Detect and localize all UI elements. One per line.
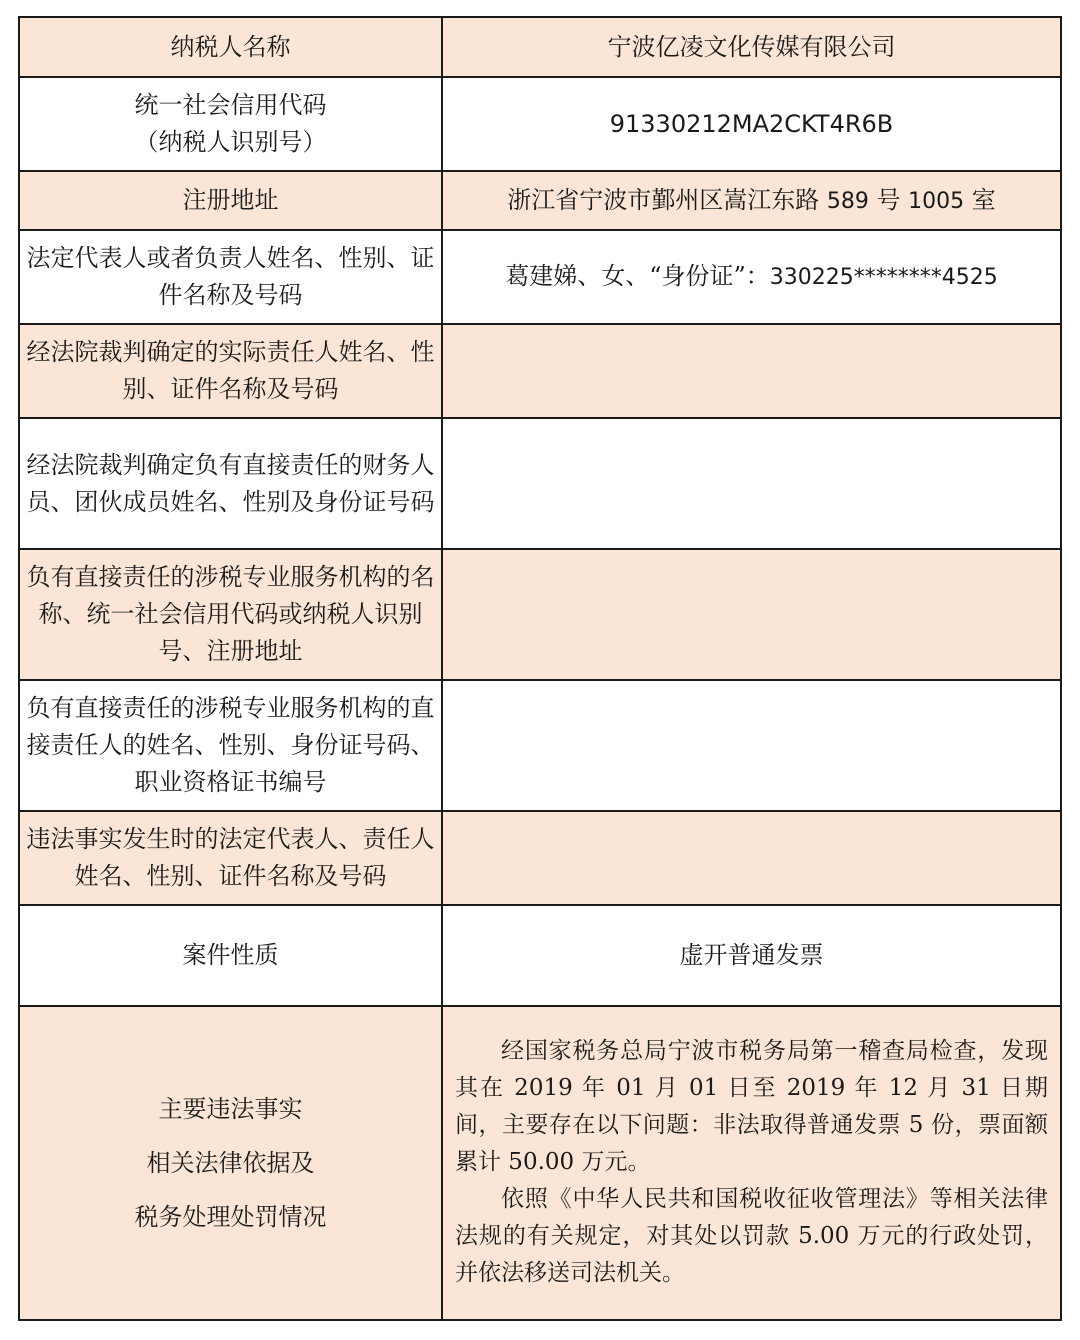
court-finance-label: 经法院裁判确定负有直接责任的财务人员、团伙成员姓名、性别及身份证号码 xyxy=(19,418,442,549)
facts-text xyxy=(442,1006,1061,1320)
facts-label-3: 税务处理处罚情况 xyxy=(134,1202,327,1231)
address-value-post: 室 xyxy=(964,185,996,214)
legal-rep-value-num: 330225********4525 xyxy=(769,265,998,290)
row-legal-rep xyxy=(19,230,1061,324)
address-value-pre: 浙江省宁波市鄞州区嵩江东路 xyxy=(507,185,827,214)
taxpayer-name-label: 纳税人名称 xyxy=(19,17,442,77)
address-value-num1: 589 xyxy=(826,188,869,214)
credit-code-label-line1: 统一社会信用代码 xyxy=(134,91,327,119)
address-label: 注册地址 xyxy=(19,171,442,230)
violation-rep-value xyxy=(442,811,1061,905)
row-credit-code xyxy=(19,77,1061,171)
facts-label-2: 相关法律依据及 xyxy=(146,1148,315,1177)
legal-rep-value-pre: 葛建娣、女、“身份证”： xyxy=(505,262,770,290)
agency-value xyxy=(442,549,1061,680)
credit-code-label xyxy=(19,77,442,171)
row-agency-person xyxy=(19,680,1061,811)
address-value-num2: 1005 xyxy=(908,188,965,214)
taxpayer-name-value: 宁波亿凌文化传媒有限公司 xyxy=(442,17,1061,77)
agency-person-label: 负有直接责任的涉税专业服务机构的直接责任人的姓名、性别、身份证号码、职业资格证书编号 xyxy=(19,680,442,811)
credit-code-label-line2: （纳税人识别号） xyxy=(134,128,327,156)
court-person-label: 经法院裁判确定的实际责任人姓名、性别、证件名称及号码 xyxy=(19,324,442,418)
row-taxpayer-name xyxy=(19,17,1061,77)
facts-labels xyxy=(19,1006,442,1320)
row-facts xyxy=(19,1006,1061,1320)
agency-person-value xyxy=(442,680,1061,811)
facts-paragraph-1: 经国家税务总局宁波市税务局第一稽查局检查，发现其在 2019 年 01 月 01 日至 2019 年 12 月 31 日期间，主要存在以下问题：非法取得普通发票 5 份，票面额累计 50.00 万元。 xyxy=(455,1037,1048,1175)
court-finance-value xyxy=(442,418,1061,549)
facts-paragraph-2: 依照《中华人民共和国税收征收管理法》等相关法律法规的有关规定，对其处以罚款 5.00 万元的行政处罚，并依法移送司法机关。 xyxy=(455,1185,1048,1286)
tax-violation-table xyxy=(18,16,1062,1321)
credit-code-value: 91330212MA2CKT4R6B xyxy=(442,77,1061,171)
violation-rep-label: 违法事实发生时的法定代表人、责任人姓名、性别、证件名称及号码 xyxy=(19,811,442,905)
address-value-mid: 号 xyxy=(868,185,909,214)
case-nature-value: 虚开普通发票 xyxy=(442,905,1061,1006)
row-court-finance xyxy=(19,418,1061,549)
case-nature-label: 案件性质 xyxy=(19,905,442,1006)
address-value xyxy=(442,171,1061,230)
court-person-value xyxy=(442,324,1061,418)
row-violation-rep xyxy=(19,811,1061,905)
row-agency xyxy=(19,549,1061,680)
legal-rep-value xyxy=(442,230,1061,324)
row-case-nature xyxy=(19,905,1061,1006)
facts-label-1: 主要违法事实 xyxy=(158,1094,303,1123)
row-address xyxy=(19,171,1061,230)
agency-label: 负有直接责任的涉税专业服务机构的名称、统一社会信用代码或纳税人识别号、注册地址 xyxy=(19,549,442,680)
legal-rep-label: 法定代表人或者负责人姓名、性别、证件名称及号码 xyxy=(19,230,442,324)
row-court-person xyxy=(19,324,1061,418)
